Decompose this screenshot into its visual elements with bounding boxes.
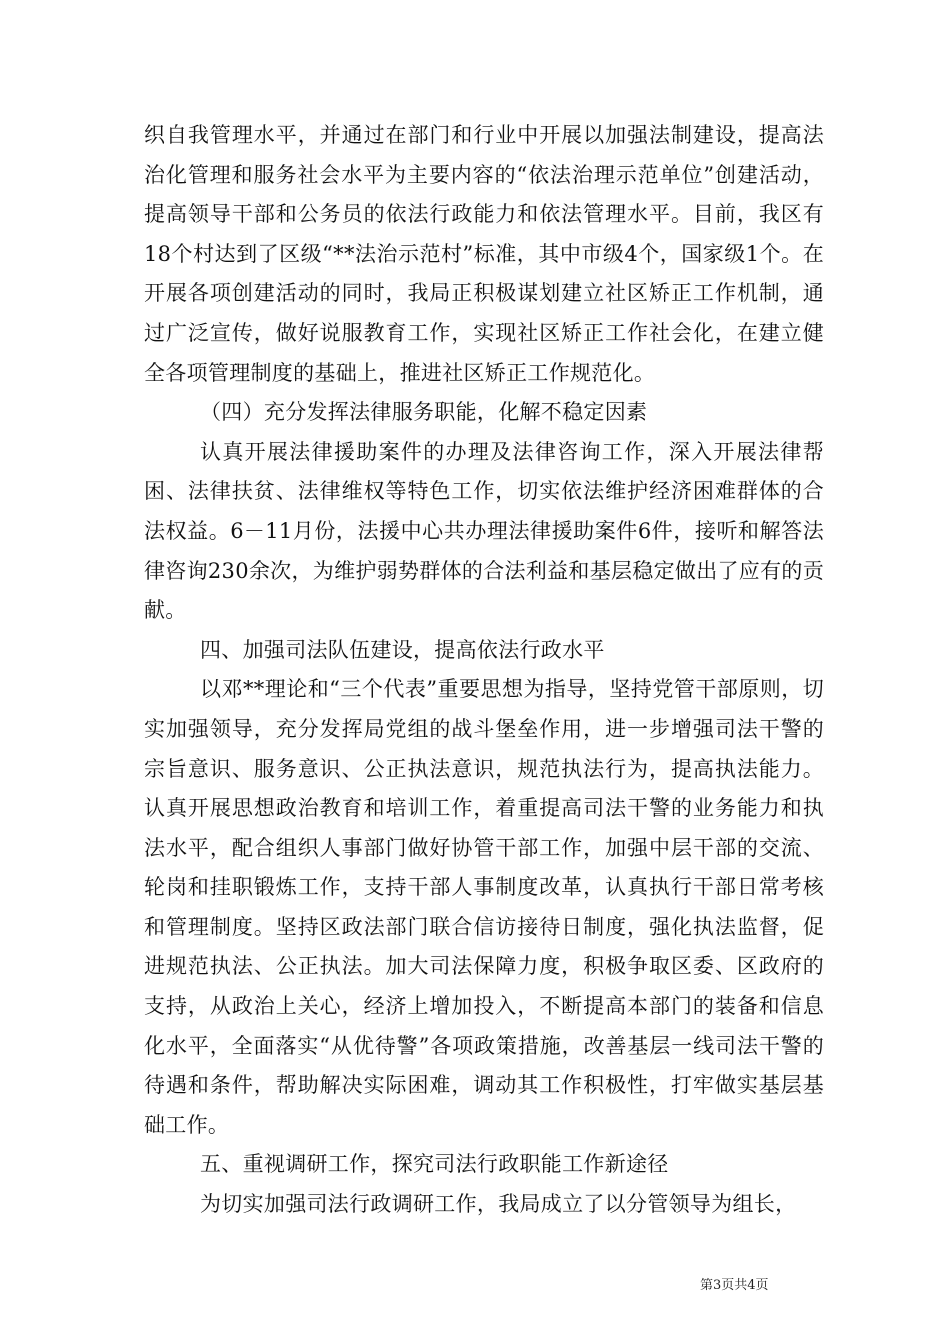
paragraph-legal-aid: 认真开展法律援助案件的办理及法律咨询工作，深入开展法律帮困、法律扶贫、法律维权等特色工作，切实依法维护经济困难群体的合法权益。6－11月份，法援中心共办理法律援助案件6件，接听和解答法律咨询230余次，为维护弱势群体的合法利益和基层稳定做出了应有的贡献。 xyxy=(144,439,824,623)
page-number-footer: 第3页共4页 xyxy=(700,1278,769,1293)
document-body xyxy=(144,116,824,1225)
section-heading-4: 四、加强司法队伍建设，提高依法行政水平 xyxy=(200,637,605,662)
section-heading-4-sub: （四）充分发挥法律服务职能，化解不稳定因素 xyxy=(200,400,648,425)
section-heading-5: 五、重视调研工作，探究司法行政职能工作新途径 xyxy=(200,1152,669,1177)
paragraph-continuation: 织自我管理水平，并通过在部门和行业中开展以加强法制建设，提高法治化管理和服务社会水平为主要内容的“依法治理示范单位”创建活动，提高领导干部和公务员的依法行政能力和依法管理水平。目前，我区有18个村达到了区级“**法治示范村”标准，其中市级4个，国家级1个。在开展各项创建活动的同时，我局正积极谋划建立社区矫正工作机制，通过广泛宣传，做好说服教育工作，实现社区矫正工作社会化，在建立健全各项管理制度的基础上，推进社区矫正工作规范化。 xyxy=(144,123,824,385)
paragraph-research: 为切实加强司法行政调研工作，我局成立了以分管领导为组长， xyxy=(200,1192,797,1217)
paragraph-team-building: 以邓**理论和“三个代表”重要思想为指导，坚持党管干部原则，切实加强领导，充分发挥局党组的战斗堡垒作用，进一步增强司法干警的宗旨意识、服务意识、公正执法意识，规范执法行为，提高执法能力。认真开展思想政治教育和培训工作，着重提高司法干警的业务能力和执法水平，配合组织人事部门做好协管干部工作，加强中层干部的交流、轮岗和挂职锻炼工作，支持干部人事制度改革，认真执行干部日常考核和管理制度。坚持区政法部门联合信访接待日制度，强化执法监督，促进规范执法、公正执法。加大司法保障力度，积极争取区委、区政府的支持，从政治上关心，经济上增加投入，不断提高本部门的装备和信息化水平，全面落实“从优待警”各项政策措施，改善基层一线司法干警的待遇和条件，帮助解决实际困难，调动其工作积极性，打牢做实基层基础工作。 xyxy=(144,677,824,1137)
